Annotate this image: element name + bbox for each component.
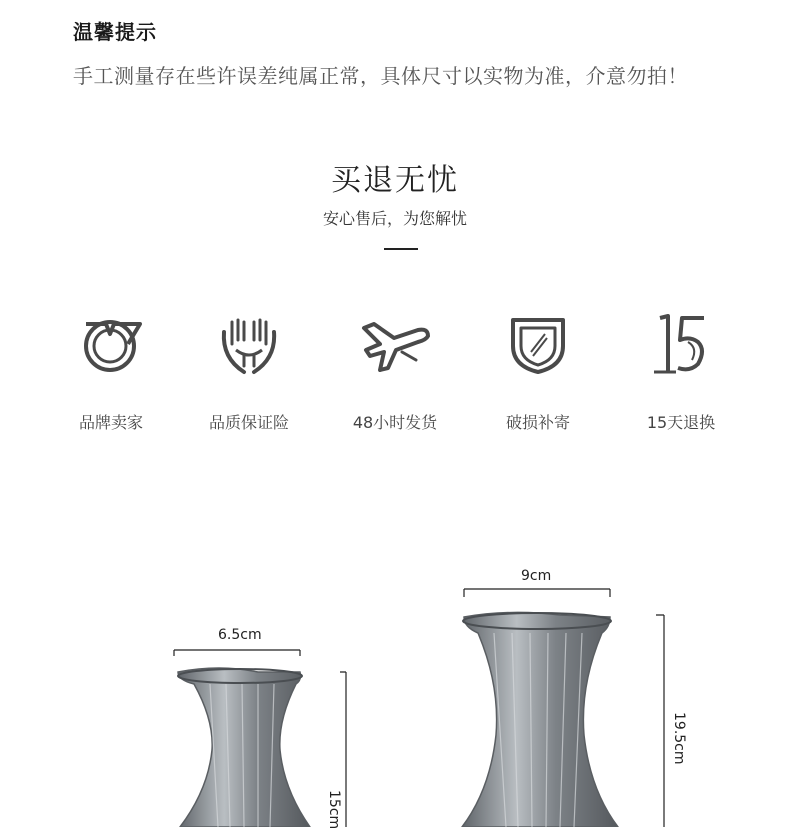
feature-brand-seller: [46, 310, 176, 433]
feature-label: 破损补寄: [505, 413, 570, 432]
feature-label: 15天退换: [646, 413, 716, 432]
large-height-label: 19.5cm: [671, 712, 687, 765]
small-height-label: 15cm: [326, 790, 342, 829]
large-vase-body: [462, 612, 618, 827]
guarantee-subline: 安心售后，为您解忧: [322, 209, 467, 228]
small-width-dimension-line: [174, 650, 300, 656]
quality-hands-icon: [214, 310, 284, 380]
headline-divider: [384, 248, 418, 250]
feature-label: 48小时发货: [352, 413, 438, 432]
feature-48h-shipping: [330, 310, 460, 433]
large-width-dimension-line: [464, 589, 610, 597]
guarantee-headline: 买退无忧: [331, 163, 459, 198]
notice-text: 手工测量存在些许误差纯属正常，具体尺寸以实物为准，介意勿拍！: [73, 64, 688, 88]
large-height-dimension-line: [656, 615, 664, 827]
notice-title: 温馨提示: [73, 20, 157, 44]
large-width-label: 9cm: [521, 568, 552, 584]
feature-15-day-return: [616, 310, 746, 433]
feature-quality-insurance: [184, 310, 314, 433]
large-vase-illustration: [450, 585, 680, 827]
feature-label: 品质保证险: [208, 413, 289, 432]
fifteen-days-icon: [646, 310, 716, 380]
feature-damage-resend: [473, 310, 603, 433]
feature-label: 品牌卖家: [78, 413, 143, 432]
airplane-icon: [358, 310, 432, 380]
shield-icon: [503, 310, 573, 380]
brand-medal-icon: [76, 310, 146, 380]
small-width-label: 6.5cm: [218, 627, 262, 643]
